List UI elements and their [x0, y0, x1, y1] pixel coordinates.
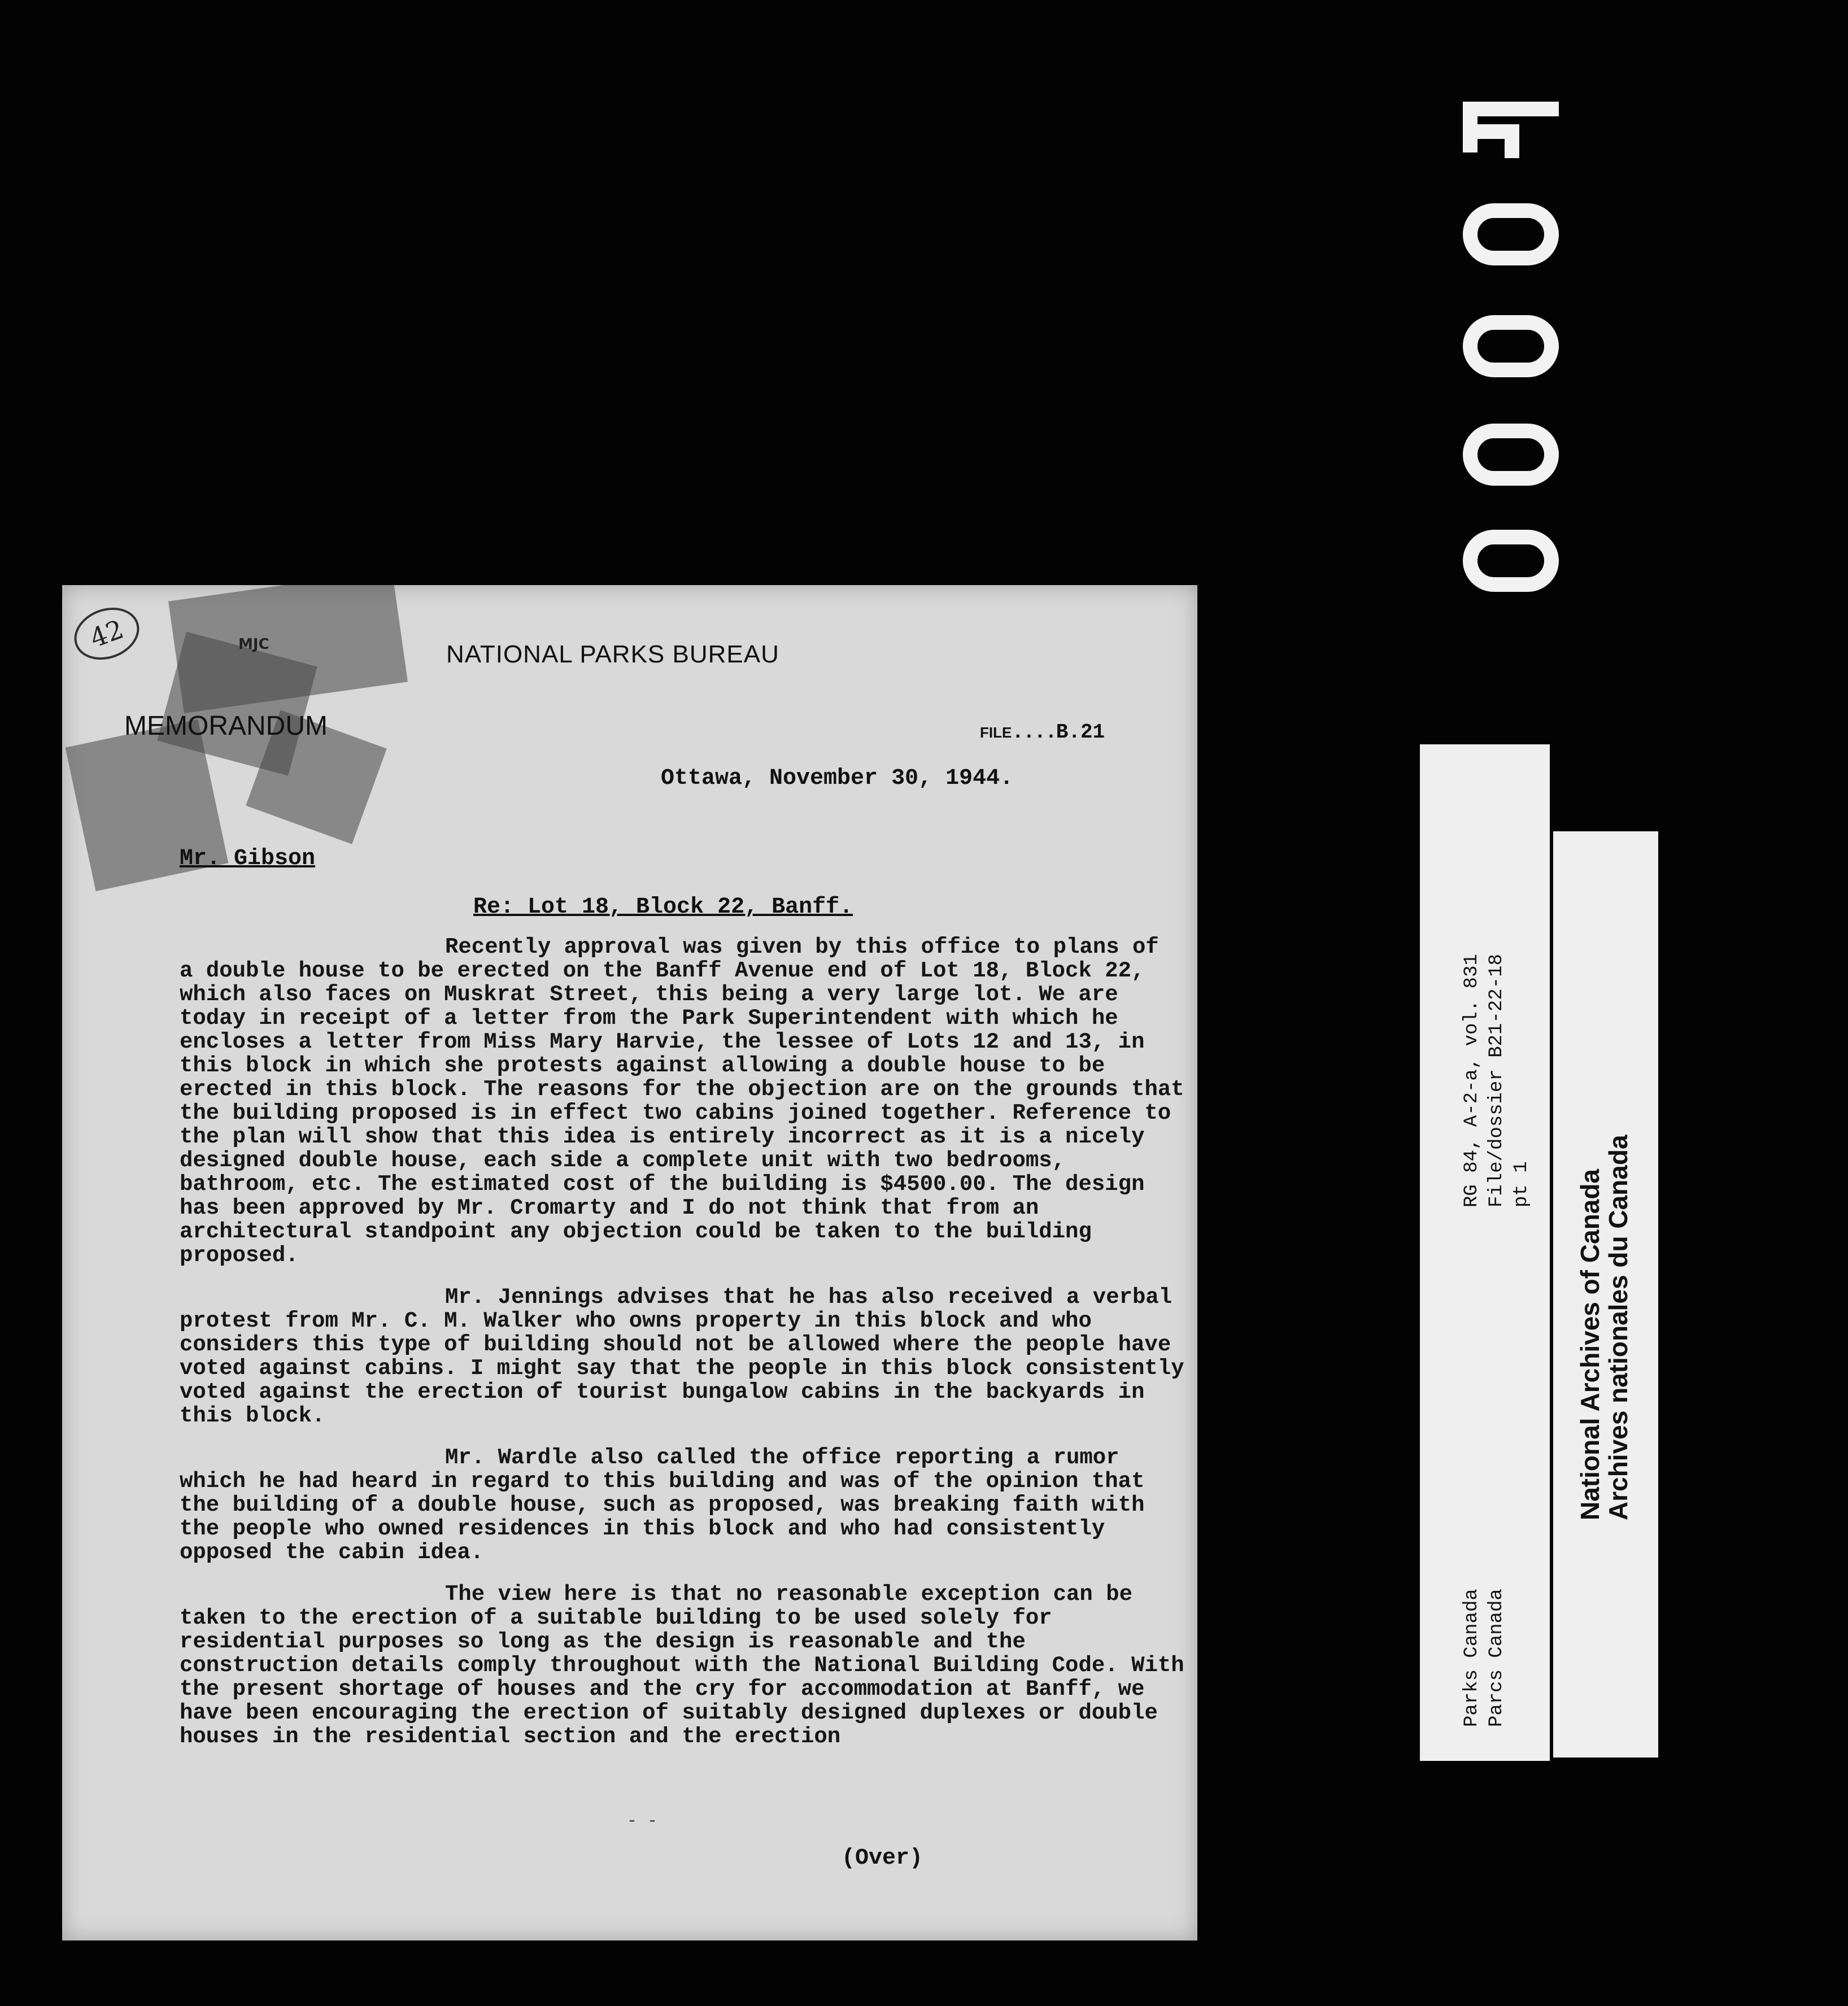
agency-line: Parcs Canada: [1486, 1589, 1507, 1727]
memo-body: [180, 935, 1185, 1767]
frame-digit-0: [1463, 203, 1559, 265]
frame-digit-0: [1463, 530, 1559, 592]
addressee: Mr. Gibson: [180, 846, 316, 871]
frame-digit-0: [1463, 315, 1559, 377]
body-paragraph: Mr. Jennings advises that he has also received a verbal protest from Mr. C. M. Walker who owns property in this block and who considers this type of building should not be allowed where the people have voted against cabins. I might say that the people in this block consistently voted against the erection of tourist bungalow cabins in the backyards in this block.: [180, 1285, 1184, 1428]
file-dots: ....: [1012, 721, 1056, 744]
agency-line: Parks Canada: [1461, 1589, 1483, 1727]
memo-date: Ottawa, November 30, 1944.: [661, 766, 1014, 791]
handwritten-number: 42: [67, 599, 147, 668]
initials-stamp: MJC: [238, 636, 269, 653]
reference-line: RG 84, A-2-a, vol. 831: [1461, 954, 1483, 1207]
archive-reference-label: [1420, 744, 1550, 1761]
file-number: B.21: [1056, 721, 1105, 744]
archives-text: [1576, 1135, 1632, 1520]
agency-text: [1459, 1589, 1509, 1727]
over-note: (Over): [842, 1846, 923, 1871]
file-reference: [980, 721, 1105, 744]
reference-text: [1459, 954, 1534, 1207]
frame-digit-4-shape: [1463, 90, 1559, 158]
body-paragraph: Mr. Wardle also called the office reporting a rumor which he had heard in regard to this building and was of the opinion that the building of a double house, such as proposed, was breaking faith with the people who owned residences in this block and who had consistently opposed the cabin idea.: [180, 1445, 1145, 1565]
file-label: FILE: [980, 724, 1012, 741]
archives-line: Archives nationales du Canada: [1603, 1135, 1633, 1520]
page-mark: - -: [627, 1812, 658, 1831]
reference-line: File/dossier B21-22-18: [1486, 954, 1507, 1207]
archives-name-label: [1553, 831, 1658, 1758]
archives-line: National Archives of Canada: [1575, 1168, 1605, 1520]
reference-line: pt 1: [1511, 1161, 1532, 1207]
memorandum-page: [62, 585, 1197, 1940]
frame-number: [1463, 90, 1564, 576]
body-paragraph: Recently approval was given by this office to plans of a double house to be erected on the Banff Avenue end of Lot 18, Block 22, which also faces on Muskrat Street, this being a very large lot. We are today in receipt of a letter from the Park Superintendent with which he encloses a letter from Miss Mary Harvie, the lessee of Lots 12 and 13, in this block in which she protests against allowing a double house to be erected in this block. The reasons for the objection are on the grounds that the building proposed is in effect two cabins joined together. Reference to the plan will show that this idea is entirely incorrect as it is a nicely designed double house, each side a complete unit with two bedrooms, bathroom, etc. The estimated cost of the building is $4500.00. The design has been approved by Mr. Cromarty and I do not think that from an architectural standpoint any objection could be taken to the building proposed.: [180, 935, 1184, 1268]
bureau-heading: NATIONAL PARKS BUREAU: [446, 640, 779, 668]
frame-digit-0: [1463, 424, 1559, 486]
frame-digit-4: [1463, 90, 1559, 158]
subject-line: Re: Lot 18, Block 22, Banff.: [473, 895, 853, 920]
memorandum-label: MEMORANDUM: [124, 711, 328, 741]
body-paragraph: The view here is that no reasonable exception can be taken to the erection of a suitable building to be used solely for residential purposes so long as the design is reasonable and the construction details comply throughout with the National Building Code. With the present shortage of houses and the cry for accommodation at Banff, we have been encouraging the erection of suitably designed duplexes or double houses in the residential section and the erection: [180, 1582, 1184, 1749]
